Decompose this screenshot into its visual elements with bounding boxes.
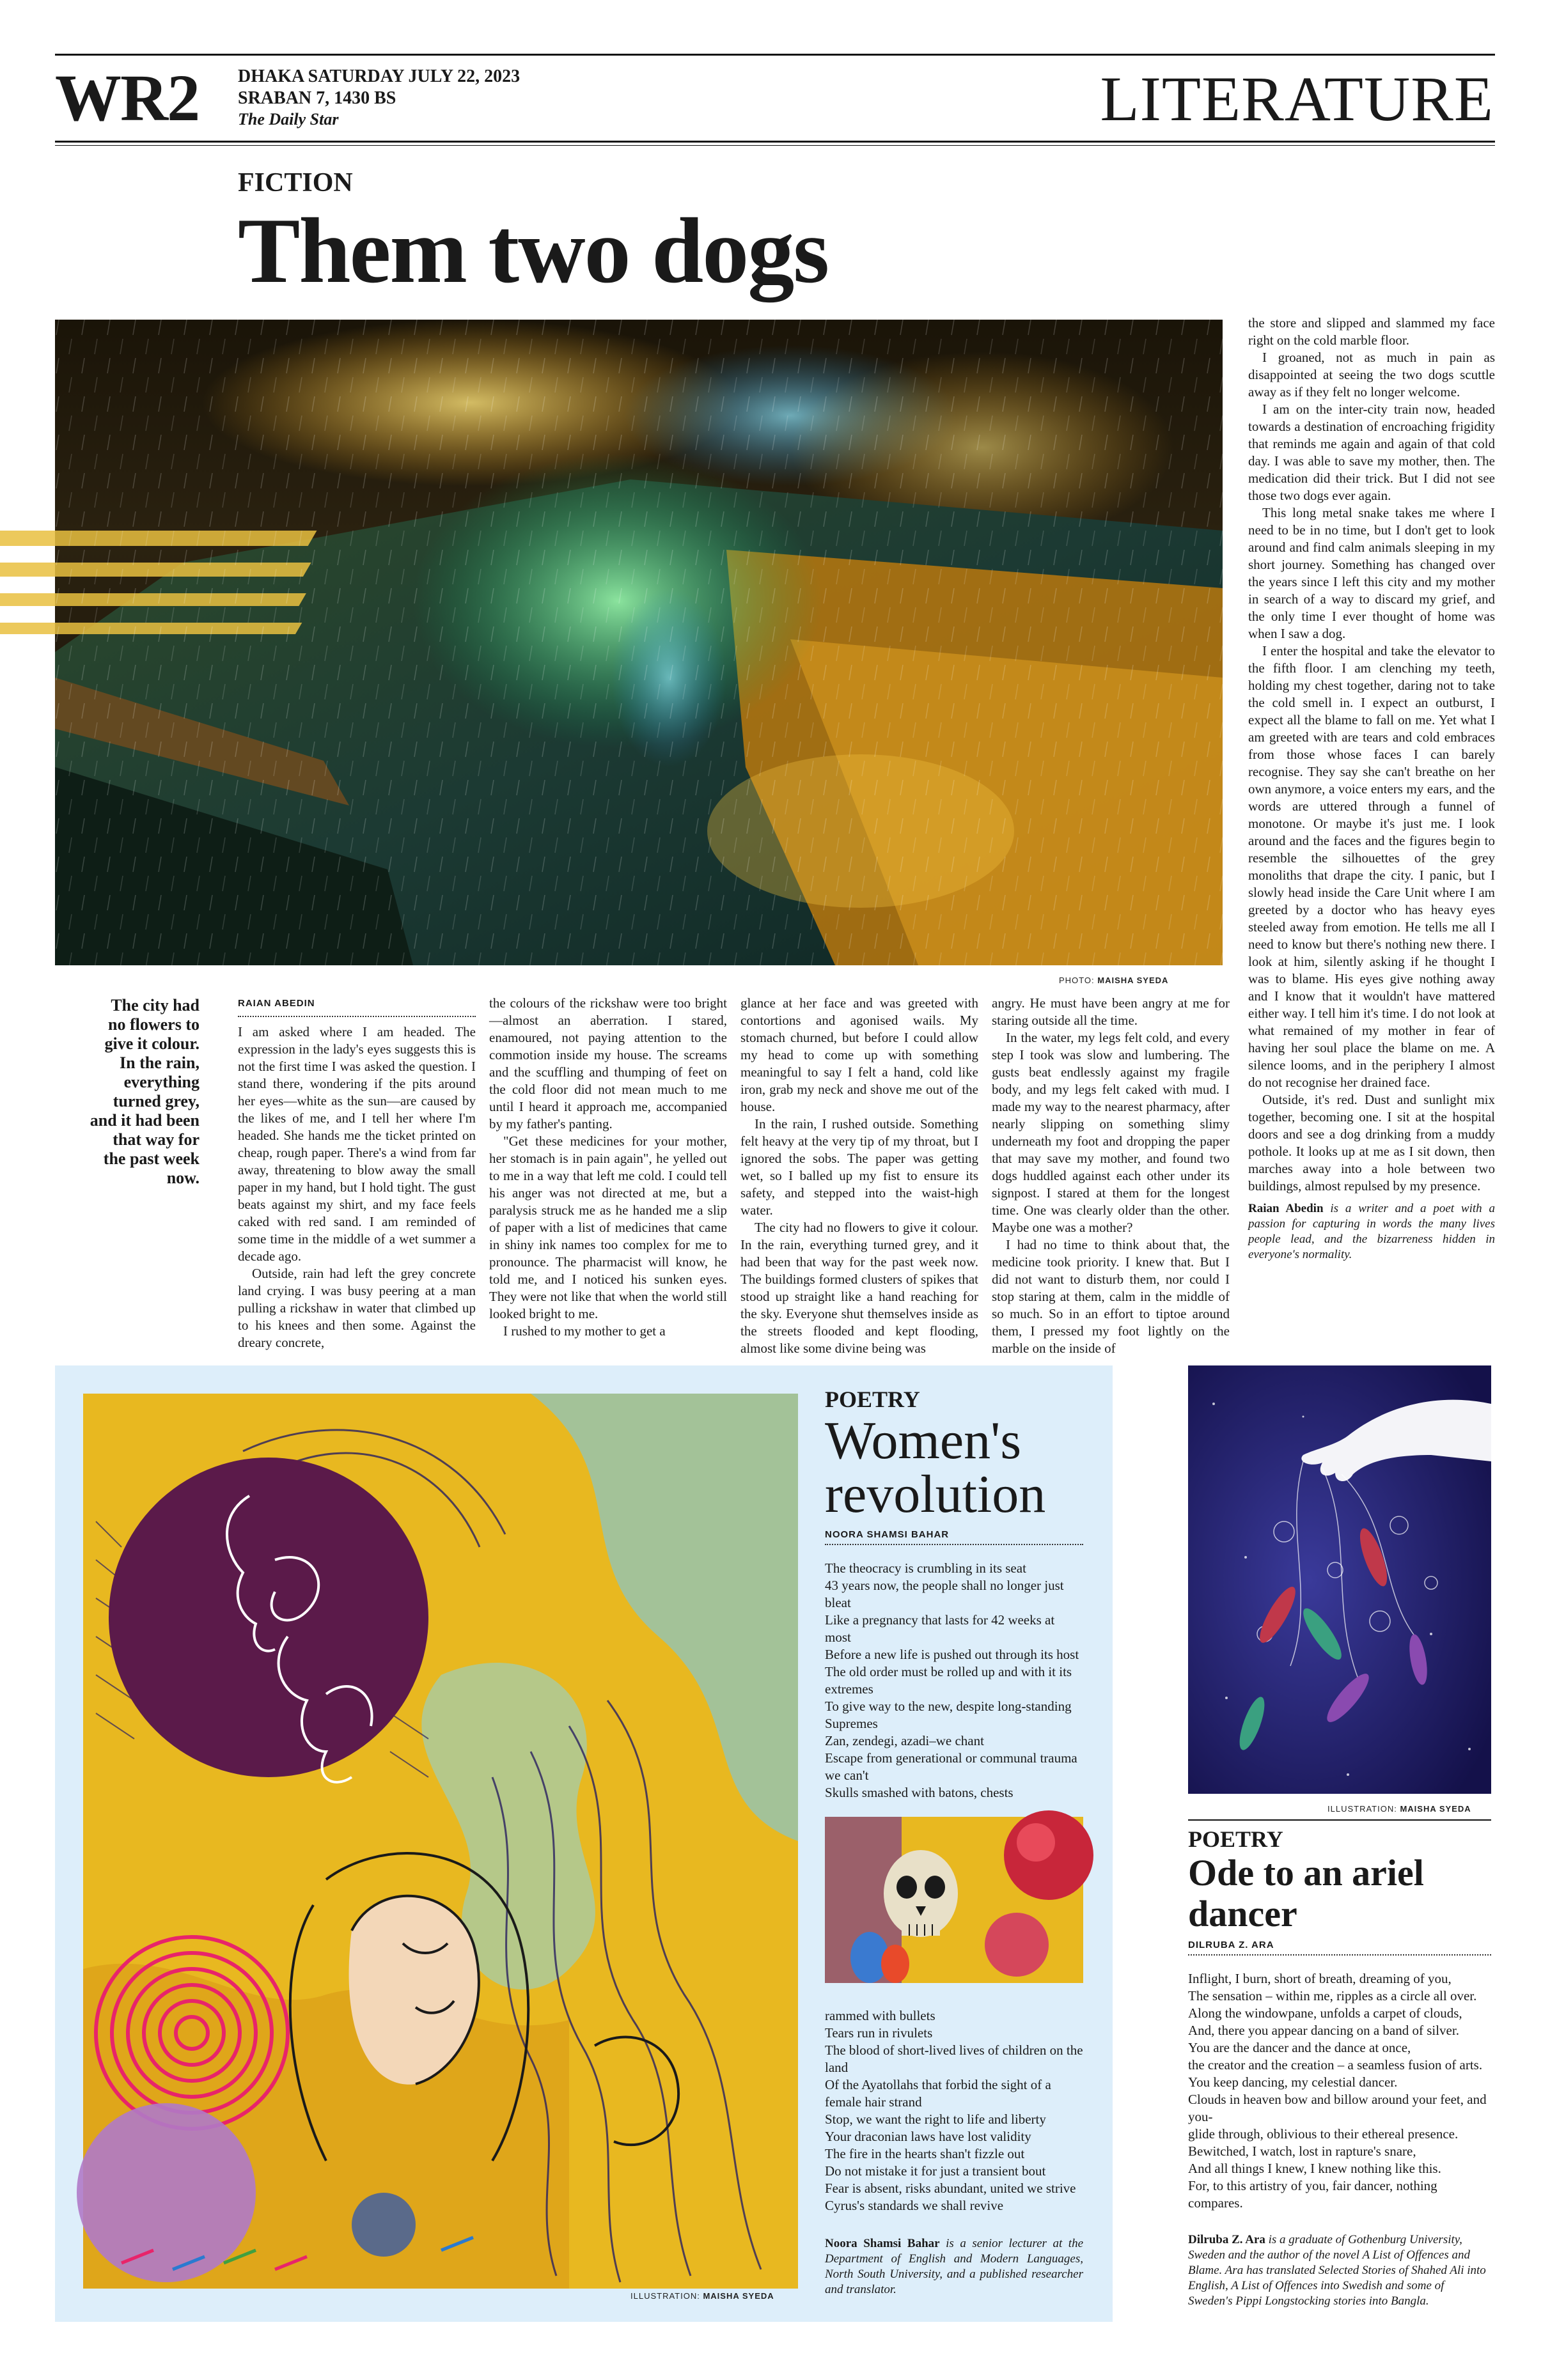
story-paragraph: "Get these medicines for your mother, her stomach is in pain again", he yelled out to me in a way that left me cold. I could tell his anger was not directed at me, but a paralysis struck me as he handed me a slip of paper with a list of medicines that came in shiny ink names too complex for me to pronounce. The pharmacist will know, he told me, and I noticed his sunken eyes. They were not like that when the world still looked bright to me. — [489, 1133, 727, 1321]
story-paragraph: I groaned, not as much in pain as disappointed at seeing the two dogs scuttle away as if they felt no longer welcome. — [1248, 350, 1495, 400]
story-paragraph: I had no time to think about that, the medicine took priority. I knew that. But I did not want to disturb them, nor could I stop staring at them, calm in the middle of so much. So in an effort to tiptoe around them, I pressed my foot lightly on the marble on the inside of — [992, 1237, 1230, 1356]
poem-line: Like a pregnancy that lasts for 42 weeks at most — [825, 1612, 1055, 1645]
photo-credit-name: MAISHA SYEDA — [1097, 976, 1169, 985]
masthead-rule-2 — [55, 145, 1495, 146]
photo-credit-label: PHOTO: — [1059, 976, 1095, 985]
poem1-kicker: POETRY — [825, 1387, 920, 1412]
story-paragraph: the store and slipped and slammed my face right on the cold marble floor. — [1248, 315, 1495, 348]
poem-line: And all things I knew, I knew nothing like this. — [1188, 2161, 1441, 2176]
poem1-bio-text: is a senior lecturer at the Department of English and Modern Languages, North South University, and a published researcher and translator. — [825, 2237, 1083, 2296]
poem1-stanza-top — [825, 1560, 1083, 1801]
poem2-bio-text: is a graduate of Gothenburg University, Sweden and the author of the novel A List of Offences and Blame. Ara has translated Selected Stories of Shahed Ali into English, A List of Offences into Swedish and some of Sweden's Pippi Longstocking stories into Bangla. — [1188, 2233, 1486, 2308]
poem-line: the creator and the creation – a seamless fusion of arts. — [1188, 2057, 1483, 2073]
poem-line: Cyrus's standards we shall revive — [825, 2198, 1004, 2213]
poem1-credit-name: MAISHA SYEDA — [703, 2291, 774, 2301]
poem-line: Stop, we want the right to life and liberty — [825, 2112, 1046, 2127]
poem-line: To give way to the new, despite long-standing Supremes — [825, 1699, 1072, 1731]
poem-line: The sensation – within me, ripples as a circle all over. — [1188, 1988, 1477, 2003]
ariel-dancer-illustration — [1188, 1365, 1491, 1794]
poem-line: Of the Ayatollahs that forbid the sight of a female hair strand — [825, 2077, 1051, 2110]
story-paragraph: The city had no flowers to give it colour. In the rain, everything turned grey, and it had been that way for the past week now. The buildings formed clusters of spikes that stood up straight like a hand reaching for the sky. Everyone shut themselves inside as the streets flooded and kept flooding, almost like some divine being was — [740, 1220, 978, 1356]
poem-line: The theocracy is crumbling in its seat — [825, 1560, 1026, 1576]
poem2-kicker: POETRY — [1188, 1826, 1283, 1852]
story-bio-name: Raian Abedin — [1248, 1202, 1324, 1215]
poem2-rule — [1188, 1819, 1491, 1821]
dateline: DHAKA SATURDAY JULY 22, 2023 — [238, 66, 521, 86]
poem-line: For, to this artistry of you, fair dancer, nothing compares. — [1188, 2178, 1437, 2211]
photo-credit — [1059, 976, 1168, 985]
poem1-byline: NOORA SHAMSI BAHAR — [825, 1529, 1083, 1545]
story-kicker: FICTION — [238, 168, 353, 198]
poem-line: Zan, zendegi, azadi–we chant — [825, 1733, 984, 1748]
top-rule — [55, 54, 1495, 56]
poem-line: Along the windowpane, unfolds a carpet of clouds, — [1188, 2005, 1462, 2021]
story-paragraph: In the rain, I rushed outside. Something felt heavy at the very tip of my throat, but I ignored the sobs. The paper was getting wet, so I balled up my fist to ensure its safety, and stepped into the waist-high water. — [740, 1116, 978, 1218]
womens-revolution-illustration — [83, 1394, 798, 2289]
story-column-5 — [1248, 315, 1495, 1340]
poem1-stanza-bottom — [825, 2007, 1083, 2214]
poem-line: Your draconian laws have lost validity — [825, 2129, 1031, 2144]
section-title: LITERATURE — [1100, 63, 1494, 134]
poem-line: 43 years now, the people shall no longer just bleat — [825, 1578, 1064, 1610]
poem-line: Before a new life is pushed out through its host — [825, 1647, 1079, 1662]
poem-line: rammed with bullets — [825, 2008, 935, 2023]
story-column-2 — [489, 995, 727, 1340]
bengali-date: SRABAN 7, 1430 BS — [238, 88, 396, 108]
story-bio-text: is a writer and a poet with a passion for capturing in words the many lives people lead, and the bizarreness hidden in everyone's normality. — [1248, 1202, 1495, 1261]
poem-line: The old order must be rolled up and with it its extremes — [825, 1664, 1072, 1697]
poem-line: glide through, oblivious to their ethereal presence. — [1188, 2126, 1459, 2142]
masthead-rule-1 — [55, 141, 1495, 143]
poem-line: Tears run in rivulets — [825, 2025, 933, 2041]
poem1-credit-label: ILLUSTRATION: — [630, 2291, 700, 2301]
story-paragraph: I rushed to my mother to get a — [503, 1323, 666, 1339]
poem-line: Escape from generational or communal trauma we can't — [825, 1750, 1077, 1783]
story-paragraph: angry. He must have been angry at me for staring outside all the time. — [992, 995, 1230, 1028]
story-paragraph: glance at her face and was greeted with contortions and agonised wails. My stomach churned, but before I could allow my head to come up with something meaningful to say I felt a hand, cold like iron, grab my neck and shove me out of the house. — [740, 995, 978, 1114]
poem2-credit-name: MAISHA SYEDA — [1400, 1804, 1471, 1814]
poem-line: Do not mistake it for just a transient bout — [825, 2163, 1046, 2179]
story-paragraph: I enter the hospital and take the elevator to the fifth floor. I am clenching my teeth, holding my chest together, daring not to take the cold smell in. I expect an outburst, I expect all the blame to fall on me. Yet what I am greeted with are tears and cold embraces from those whose faces I can barely recognise. They say she can't breathe on her own anymore, a voice enters my ears, and the words are uttered through a funnel of monotone. Or maybe it's just me. I look around and the faces and the figures begin to resemble the silhouettes of the grey monoliths that drape the city. I panic, but I slowly head inside the Care Unit where I am greeted by a doctor who has heavy eyes steeled away from emotion. He tells me all I need to know but there's nothing new there. I look at him, silently asking if he thought I was to blame. His eyes give nothing away and I know that it wouldn't have mattered either way. I tell him it's time. I do not look at what remained of my mother in fear of having her soul place the blame on me. A silence looms, and in the periphery I almost do not recognise her drained face. — [1248, 643, 1495, 1090]
story-paragraph: This long metal snake takes me where I need to be in no time, but I don't get to look around and find calm animals sleeping in my short journey. Something has changed over the years since I left this city and my mother in search of a way to discard my grief, and the only time I ever thought of home was when I saw a dog. — [1248, 505, 1495, 641]
poem-line: And, there you appear dancing on a band of silver. — [1188, 2023, 1459, 2038]
skull-collage-illustration — [825, 1817, 1083, 1983]
poem-line: Skulls smashed with batons, chests — [825, 1785, 1014, 1800]
poem-line: The fire in the hearts shan't fizzle out — [825, 2146, 1025, 2161]
story-byline: RAIAN ABEDIN — [238, 995, 476, 1017]
story-author-bio — [1248, 1201, 1495, 1263]
poem2-stanza — [1188, 1970, 1491, 2212]
poem-line: Inflight, I burn, short of breath, dreaming of you, — [1188, 1971, 1452, 1986]
poem-line: The blood of short-lived lives of children on the land — [825, 2042, 1083, 2075]
poem2-author-bio — [1188, 2232, 1491, 2309]
story-paragraph: In the water, my legs felt cold, and every step I took was slow and lumbering. The gusts beat endlessly against my fragile body, and my legs felt caked with mud. I made my way to the nearest pharmacy, after nearly slipping on something slimy underneath my foot and dropping the paper that may save my mother, and found two dogs huddled against each other under its signpost. I stared at them for the longest time. One was clearly older than the other. Maybe one was a mother? — [992, 1030, 1230, 1235]
poem2-bio-name: Dilruba Z. Ara — [1188, 2233, 1265, 2246]
poem2-title: Ode to an ariel dancer — [1188, 1852, 1424, 1934]
page-code: WR2 — [55, 61, 200, 135]
story-paragraph: I am on the inter-city train now, headed towards a destination of encroaching frigidity that reminds me again and again of that cold day. I was able to save my mother, then. The medication did their trick. But I did not see those two dogs ever again. — [1248, 401, 1495, 503]
poem-line: Clouds in heaven bow and billow around your feet, and you- — [1188, 2092, 1487, 2124]
story-column-4 — [992, 995, 1230, 1356]
story-column-1 — [238, 995, 476, 1350]
paper-name-logo: The Daily Star — [238, 110, 339, 128]
story-column-3 — [740, 995, 978, 1356]
poem-line: Bewitched, I watch, lost in rapture's snare, — [1188, 2143, 1416, 2159]
poem1-bio-name: Noora Shamsi Bahar — [825, 2237, 940, 2250]
poem-line: You keep dancing, my celestial dancer. — [1188, 2074, 1398, 2090]
story-headline: Them two dogs — [238, 199, 829, 302]
poem1-illustration-credit — [630, 2291, 774, 2301]
pullquote: The city had no flowers to give it colour. In the rain, everything turned grey, and it had been that way for the past week now. — [90, 996, 200, 1187]
story-paragraph: Outside, rain had left the grey concrete land crying. I was busy peering at a man pulling a rickshaw in water that climbed up to his knees and then some. Against the dreary concrete, — [238, 1266, 476, 1350]
story-paragraph: the colours of the rickshaw were too bright—almost an aberration. I stared, enamoured, not paying attention to the commotion inside my house. The screams and the scuffling and thumping of feet on the cold floor did not mean much to me until I heard it approach me, accompanied by my father's panting. — [489, 995, 727, 1132]
story-paragraph: Outside, it's red. Dust and sunlight mix together, becoming one. I sit at the hospital doors and see a dog drinking from a muddy pothole. It looks up at me as I sit down, then marches away into a hole between two buildings, almost repulsed by my presence. — [1248, 1092, 1495, 1194]
poem1-author-bio — [825, 2236, 1083, 2298]
poem2-byline: DILRUBA Z. ARA — [1188, 1940, 1491, 1956]
rainy-street-photo — [55, 320, 1223, 965]
poem2-illustration-credit — [1327, 1804, 1471, 1814]
poem-line: You are the dancer and the dance at once, — [1188, 2040, 1411, 2055]
poem1-title: Women's revolution — [825, 1411, 1046, 1524]
story-paragraph: I am asked where I am headed. The expression in the lady's eyes suggests this is not the first time I was asked the question. I stand there, wondering if the pits around her eyes—white as the sun—are caused by the likes of me, and I tell her where I'm headed. She hands me the ticket printed on cheap, rough paper. There's a wind from far away, threatening to blow away the small paper in my hand, but I hold tight. The gust beats against my shirt, and my face feels caked with red sand. I am reminded of some time in the middle of a wet summer a decade ago. — [238, 1024, 476, 1264]
poem2-credit-label: ILLUSTRATION: — [1327, 1804, 1397, 1814]
poem-line: Fear is absent, risks abundant, united we strive — [825, 2181, 1076, 2196]
